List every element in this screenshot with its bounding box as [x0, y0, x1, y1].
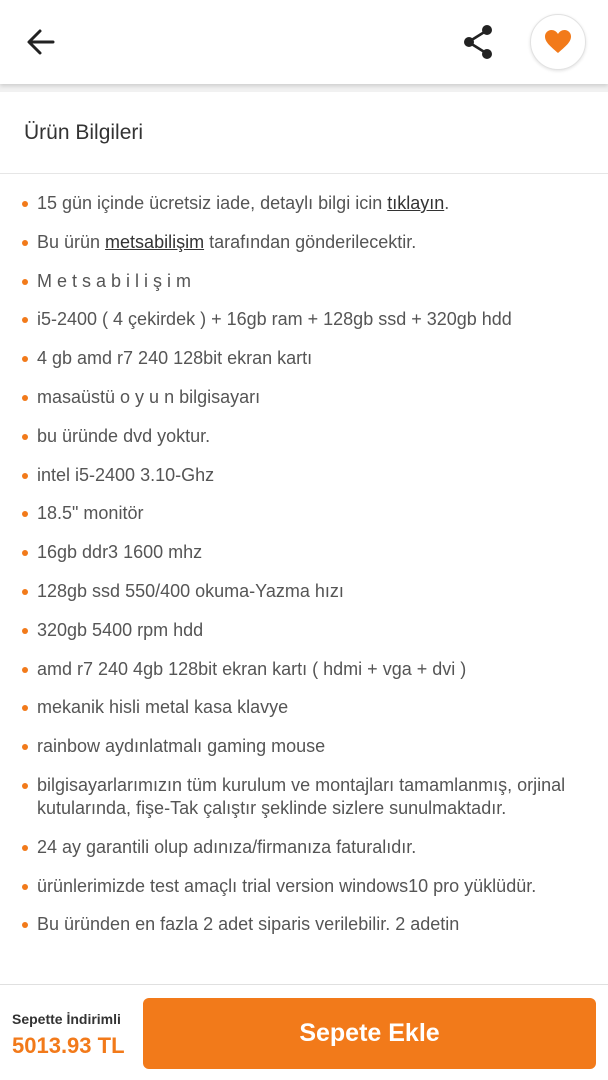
list-item: ürünlerimizde test amaçlı trial version windows10 pro yüklüdür. — [22, 875, 584, 898]
list-item: amd r7 240 4gb 128bit ekran kartı ( hdmi + vga + dvi ) — [22, 658, 584, 681]
discount-label: Sepette İndirimli — [12, 1011, 121, 1027]
back-button[interactable] — [20, 22, 62, 62]
top-app-bar — [0, 0, 608, 84]
section-title: Ürün Bilgileri — [0, 92, 608, 174]
list-item: rainbow aydınlatmalı gaming mouse — [22, 735, 584, 758]
list-item: 320gb 5400 rpm hdd — [22, 619, 584, 642]
price: 5013.93 TL — [12, 1033, 125, 1058]
list-item: 4 gb amd r7 240 128bit ekran kartı — [22, 347, 584, 370]
return-info-link[interactable]: tıklayın — [387, 193, 445, 213]
list-item: intel i5-2400 3.10-Ghz — [22, 464, 584, 487]
list-item: bilgisayarlarımızın tüm kurulum ve montajları tamamlanmış, orjinal kutularında, fişe-Tak çalıştır şeklinde sizlere sunulmaktadır. — [22, 774, 584, 820]
share-button[interactable] — [458, 22, 500, 62]
list-item: i5-2400 ( 4 çekirdek ) + 16gb ram + 128gb ssd + 320gb hdd — [22, 308, 584, 331]
list-item: 24 ay garantili olup adınıza/firmanıza faturalıdır. — [22, 836, 584, 859]
arrow-left-icon — [20, 22, 62, 62]
list-item: M e t s a b i l i ş i m — [22, 270, 584, 293]
share-icon — [458, 22, 500, 62]
product-info-panel — [0, 92, 608, 984]
list-item: Bu üründen en fazla 2 adet siparis verilebilir. 2 adetin — [22, 913, 584, 936]
favorite-button[interactable] — [530, 14, 586, 70]
list-item: 18.5" monitör — [22, 502, 584, 525]
add-to-cart-button[interactable]: Sepete Ekle — [143, 998, 596, 1069]
bottom-action-bar — [0, 984, 608, 1080]
list-item: mekanik hisli metal kasa klavye — [22, 696, 584, 719]
info-list — [0, 174, 608, 936]
list-item: 15 gün içinde ücretsiz iade, detaylı bilgi icin tıklayın. — [22, 192, 584, 215]
list-item: 16gb ddr3 1600 mhz — [22, 541, 584, 564]
heart-icon — [544, 29, 572, 55]
seller-link[interactable]: metsabilişim — [105, 231, 205, 252]
list-item: Bu ürün metsabilişim tarafından gönderilecektir. — [22, 231, 584, 254]
list-item: masaüstü o y u n bilgisayarı — [22, 386, 584, 409]
list-item: bu üründe dvd yoktur. — [22, 425, 584, 448]
list-item: 128gb ssd 550/400 okuma-Yazma hızı — [22, 580, 584, 603]
